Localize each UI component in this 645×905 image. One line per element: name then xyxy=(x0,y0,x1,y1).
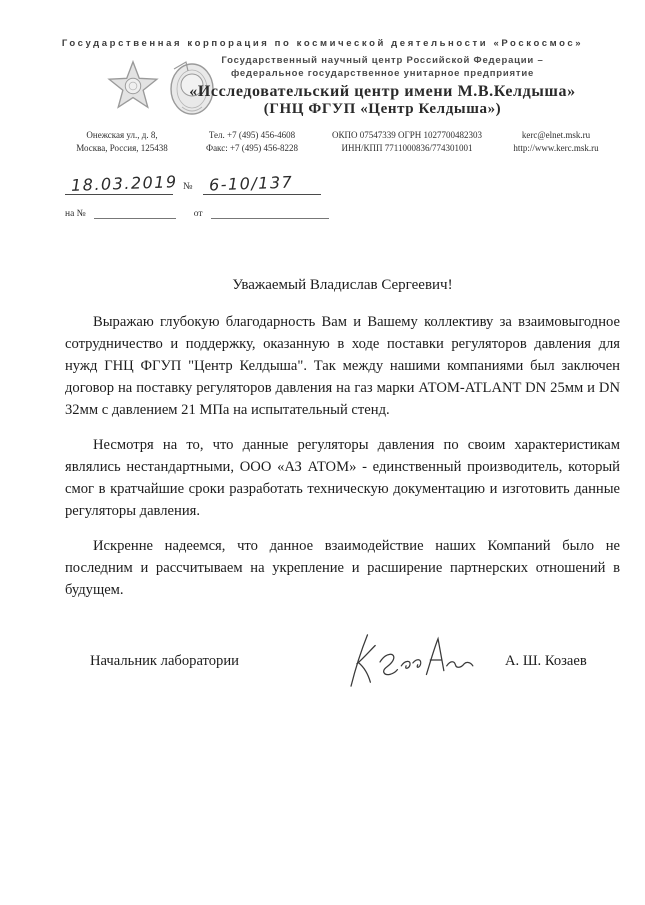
reply-to-label: на № xyxy=(65,209,86,219)
date-field xyxy=(65,171,178,195)
registration-codes xyxy=(322,129,492,155)
paragraph-1: Выражаю глубокую благодарность Вам и Вашему коллективу за взаимовыгодное сотрудничество и поддержку, оказанную в ходе поставки регуляторов давления для нужд ГНЦ ФГУП "Центр Келдыша". Так между нашими компаниями был заключен договор на поставку регуляторов давления на газ марки АТОМ-ATLANT DN 25мм и DN 32мм с давлением 21 МПа на испытательный стенд. xyxy=(65,314,620,418)
paragraph-2: Несмотря на то, что данные регуляторы давления по своим характеристикам являлись нестандартными, ООО «АЗ АТОМ» - единственный производитель, который смог в кратчайшие сроки разработать техническую документацию и изготовить данные регуляторы давления. xyxy=(65,437,620,519)
paragraph-3: Искренне надеемся, что данное взаимодействие наших Компаний было не последним и рассчитываем на укрепление и расширение партнерских отношений в будущем. xyxy=(65,538,620,598)
outgoing-ref-row xyxy=(65,171,645,195)
contacts-row xyxy=(62,129,620,155)
signer-position: Начальник лаборатории xyxy=(90,652,239,669)
website-url: http://www.kerc.msk.ru xyxy=(513,143,599,153)
outgoing-number-handwritten: 6-10/137 xyxy=(208,172,294,195)
inn-kpp: ИНН/КПП 7711000836/774301001 xyxy=(341,143,473,153)
salutation: Уважаемый Владислав Сергеевич! xyxy=(232,277,453,293)
org-line-1: Государственный научный центр Российской Федерации – xyxy=(221,55,544,66)
address-line-2: Москва, Россия, 125438 xyxy=(76,143,168,153)
incoming-ref-row xyxy=(65,205,645,219)
phone-fax xyxy=(182,129,322,155)
letterhead xyxy=(0,55,645,121)
signer-name: А. Ш. Козаев xyxy=(505,653,587,669)
postal-address xyxy=(62,129,182,155)
corporation-name: Государственная корпорация по космической деятельности «Роскосмос» xyxy=(61,38,584,49)
web-contacts xyxy=(492,129,620,155)
fax-number: Факс: +7 (495) 456-8228 xyxy=(205,143,299,153)
reply-date-blank xyxy=(211,207,329,219)
org-line-2: федеральное государственное унитарное предприятие xyxy=(230,67,535,79)
email-address: kerc@elnet.msk.ru xyxy=(521,130,591,140)
reference-block xyxy=(65,171,645,219)
org-short-name: (ГНЦ ФГУП «Центр Келдыша») xyxy=(263,101,502,117)
number-sign-label: № xyxy=(183,181,193,192)
address-line-1: Онежская ул., д. 8, xyxy=(86,130,158,140)
handwritten-signature-icon xyxy=(335,631,485,689)
okpo-ogrn: ОКПО 07547339 ОГРН 1027700482303 xyxy=(332,130,482,140)
outgoing-date-handwritten: 18.03.2019 xyxy=(70,172,178,195)
star-order-icon xyxy=(104,55,162,117)
number-field xyxy=(203,171,321,195)
reply-number-blank xyxy=(94,207,176,219)
signature-row xyxy=(65,631,620,691)
reply-from-label: от xyxy=(193,209,203,219)
organization-block xyxy=(170,55,595,118)
org-name: «Исследовательский центр имени М.В.Келдыша» xyxy=(189,83,576,100)
phone-number: Тел. +7 (495) 456-4608 xyxy=(208,130,296,140)
letter-body xyxy=(65,277,620,691)
